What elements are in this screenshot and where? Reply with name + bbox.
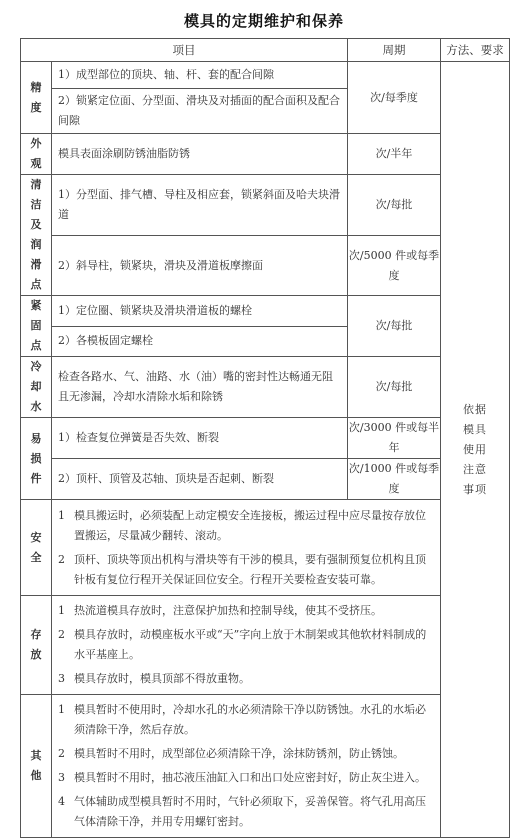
list-item: 1 热流道模具存放时，注意保护加热和控制导线，使其不受挤压。 [58,604,382,617]
table-row [21,596,510,695]
other-content [52,695,441,838]
table-row [21,695,510,838]
cleaning-item-2: 2）斜导柱，锁紧块，滑块及滑道板摩擦面 [52,236,348,296]
list-item: 1 模具搬运时，必须装配上动定模安全连接板，搬运过程中应尽量按存放位置搬运，尽量减少翻转、滚动。 [58,508,426,542]
wearing-period-1: 次/3000 件或每半年 [348,418,441,459]
list-item: 3 模具存放时，模具顶部不得放重物。 [58,672,250,685]
wearing-period-2: 次/1000 件或每季度 [348,459,441,500]
table-row [21,459,510,500]
wearing-item-1: 1）检查复位弹簧是否失效、断裂 [52,418,348,459]
category-storage: 存 放 [21,596,52,695]
table-row [21,62,510,89]
cleaning-item-1: 1）分型面、排气槽、导柱及相应套，锁紧斜面及哈夫块滑道 [52,175,348,236]
fastening-item-1: 1）定位圈、锁紧块及滑块滑道板的螺栓 [52,296,348,327]
category-wearing-parts: 易 损 件 [21,418,52,500]
precision-item-2: 2）锁紧定位面、分型面、滑块及对插面的配合面积及配合间隙 [52,89,348,134]
page-title: 模具的定期维护和保养 [183,12,344,30]
table-row [21,175,510,236]
header-period: 周期 [348,39,441,62]
list-item: 2 模具暂时不用时，成型部位必须清除干净，涂抹防锈剂，防止锈蚀。 [58,747,404,760]
cleaning-period-1: 次/每批 [348,175,441,236]
category-cleaning: 清 洁 及 润 滑 点 [21,175,52,296]
table-row [21,357,510,418]
storage-content [52,596,441,695]
wearing-item-2: 2）顶杆、顶管及芯轴、顶块是否起刺、断裂 [52,459,348,500]
list-item: 4 气体辅助成型模具暂时不用时，气针必须取下，妥善保管。将气孔用高压气体清除干净，并用专用螺钉密封。 [58,795,426,828]
table-row [21,236,510,296]
cleaning-period-2: 次/5000 件或每季度 [348,236,441,296]
list-item: 2 模具存放时，动模座板水平或“天”字向上放于木制架或其他软材料制成的水平基座上。 [58,628,427,661]
safety-content [52,500,441,596]
list-item: 1 模具暂时不使用时，冷却水孔的水必须清除干净以防锈蚀。水孔的水垢必须清除干净，然后存放。 [58,703,426,736]
category-safety: 安 全 [21,500,52,596]
table-header-row [21,39,510,62]
list-item: 3 模具暂时不用时，抽芯液压油缸入口和出口处应密封好，防止灰尘进入。 [58,771,426,784]
category-other: 其 他 [21,695,52,838]
fastening-period: 次/每批 [348,296,441,357]
appearance-item: 模具表面涂刷防锈油脂防锈 [52,134,348,175]
cooling-period: 次/每批 [348,357,441,418]
cooling-item: 检查各路水、气、油路、水（油）嘴的密封性达畅通无阻且无渗漏，冷却水清除水垢和除锈 [52,357,348,418]
category-precision: 精 度 [21,62,52,134]
method-cell: 依据 模具 使用 注意 事项 [441,62,510,838]
precision-period: 次/每季度 [348,62,441,134]
table-row [21,500,510,596]
category-appearance: 外 观 [21,134,52,175]
category-fastening: 紧 固 点 [21,296,52,357]
category-cooling: 冷 却 水 [21,357,52,418]
header-item: 项目 [21,39,348,62]
appearance-period: 次/半年 [348,134,441,175]
precision-item-1: 1）成型部位的顶块、轴、杆、套的配合间隙 [52,62,348,89]
table-row [21,296,510,327]
maintenance-table [20,38,510,838]
header-method: 方法、要求 [441,39,510,62]
table-row [21,418,510,459]
list-item: 2 顶杆、顶块等顶出机构与滑块等有干涉的模具，要有强制预复位机构且顶针板有复位行程开关保证回位安全。行程开关要检查安装可靠。 [58,552,426,586]
fastening-item-2: 2）各模板固定螺栓 [52,326,348,357]
table-row [21,134,510,175]
